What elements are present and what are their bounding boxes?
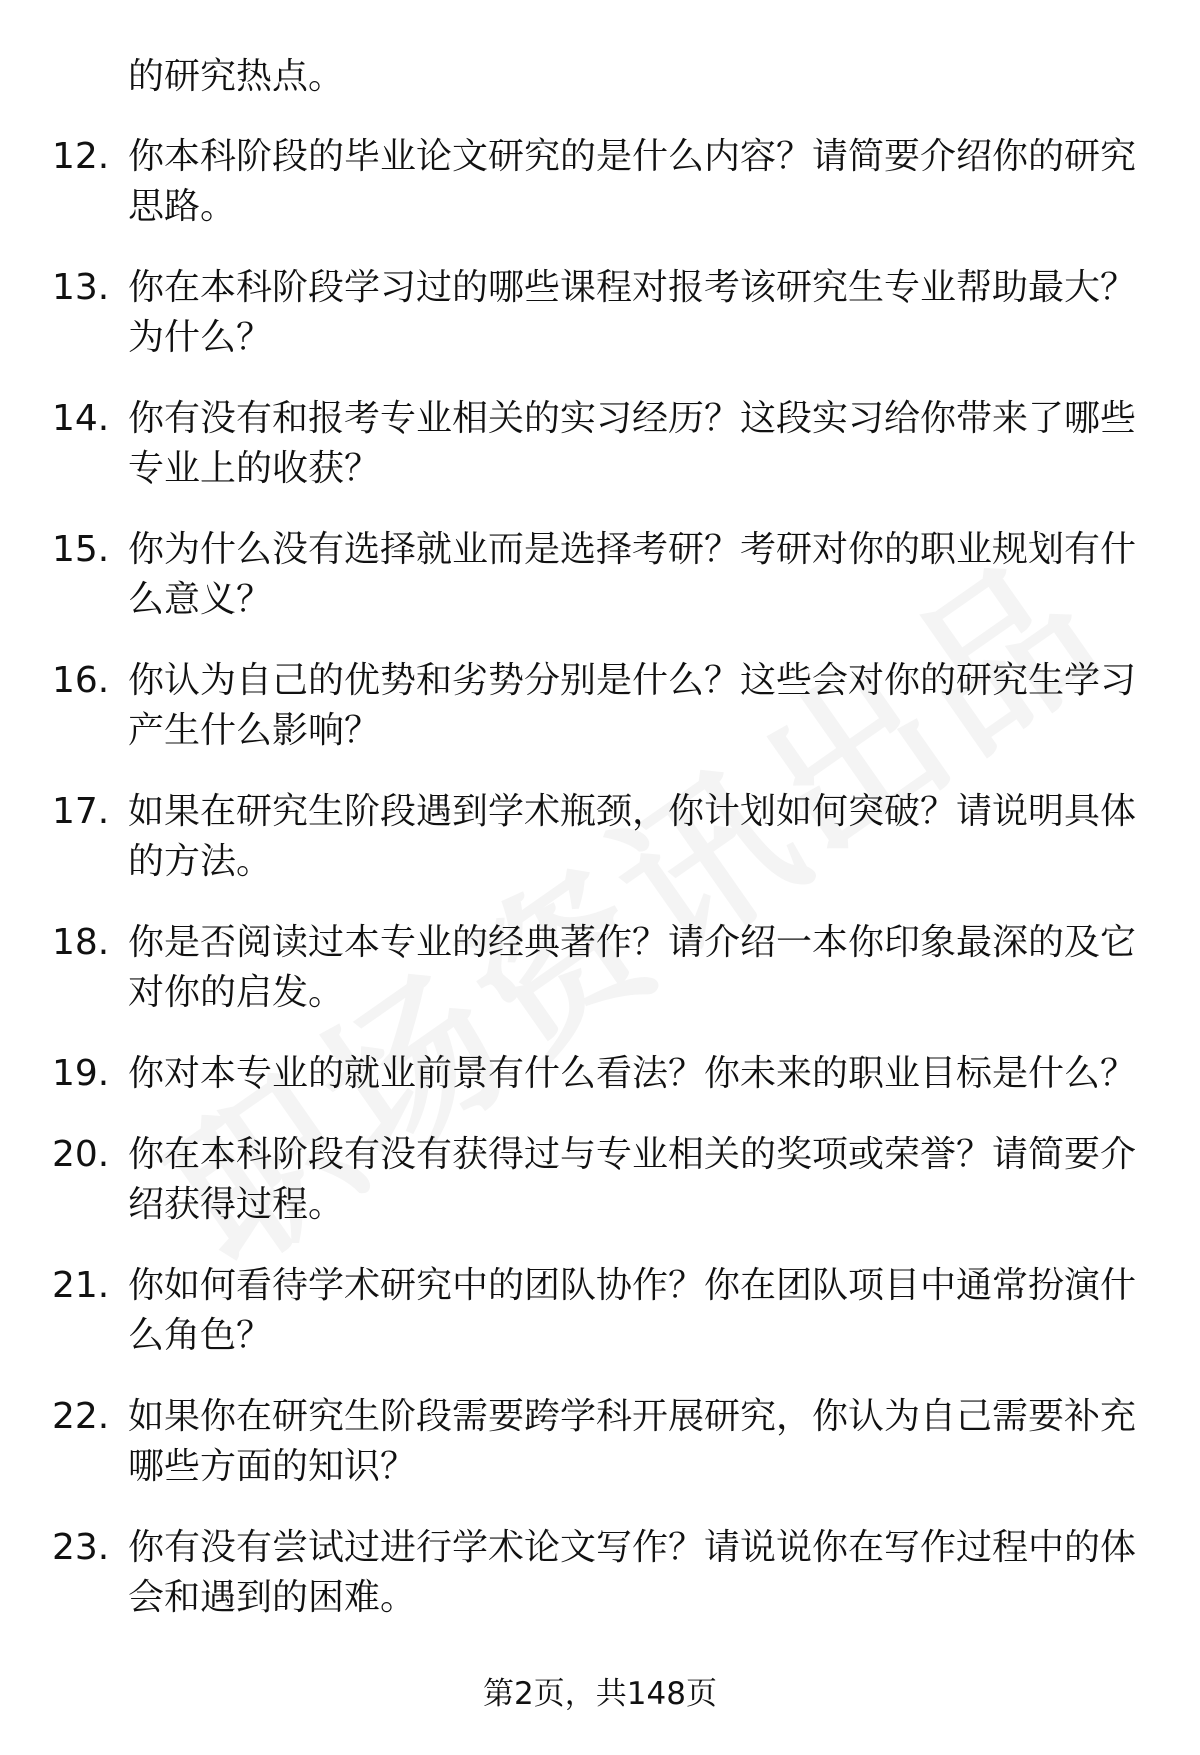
question-text: 你在本科阶段学习过的哪些课程对报考该研究生专业帮助最大？为什么？ <box>128 267 1137 358</box>
question-number: 19. <box>52 1053 110 1094</box>
question-text: 你认为自己的优势和劣势分别是什么？这些会对你的研究生学习产生什么影响？ <box>128 660 1137 751</box>
question-number: 13. <box>52 267 110 308</box>
question-text: 如果在研究生阶段遇到学术瓶颈，你计划如何突破？请说明具体的方法。 <box>128 791 1137 882</box>
question-number: 20. <box>52 1134 110 1175</box>
question-text: 你本科阶段的毕业论文研究的是什么内容？请简要介绍你的研究思路。 <box>128 136 1137 227</box>
question-text: 你如何看待学术研究中的团队协作？你在团队项目中通常扮演什么角色？ <box>128 1265 1137 1356</box>
question-number: 16. <box>52 660 110 701</box>
question-text: 你是否阅读过本专业的经典著作？请介绍一本你印象最深的及它对你的启发。 <box>128 922 1137 1013</box>
question-text: 如果你在研究生阶段需要跨学科开展研究，你认为自己需要补充哪些方面的知识？ <box>128 1396 1137 1487</box>
question-number: 21. <box>52 1265 110 1306</box>
question-text: 你为什么没有选择就业而是选择考研？考研对你的职业规划有什么意义？ <box>128 529 1137 620</box>
question-number: 14. <box>52 398 110 439</box>
page-footer: 第2页，共148页 <box>483 1676 717 1712</box>
question-number: 18. <box>52 922 110 963</box>
question-text: 你有没有尝试过进行学术论文写作？请说说你在写作过程中的体会和遇到的困难。 <box>128 1527 1137 1618</box>
continuation-text: 的研究热点。 <box>128 56 345 97</box>
question-number: 17. <box>52 791 110 832</box>
question-number: 23. <box>52 1527 110 1568</box>
question-number: 12. <box>52 136 110 177</box>
question-text: 你对本专业的就业前景有什么看法？你未来的职业目标是什么？ <box>128 1053 1137 1094</box>
question-text: 你有没有和报考专业相关的实习经历？这段实习给你带来了哪些专业上的收获？ <box>128 398 1137 489</box>
question-number: 22. <box>52 1396 110 1437</box>
question-number: 15. <box>52 529 110 570</box>
question-text: 你在本科阶段有没有获得过与专业相关的奖项或荣誉？请简要介绍获得过程。 <box>128 1134 1137 1225</box>
